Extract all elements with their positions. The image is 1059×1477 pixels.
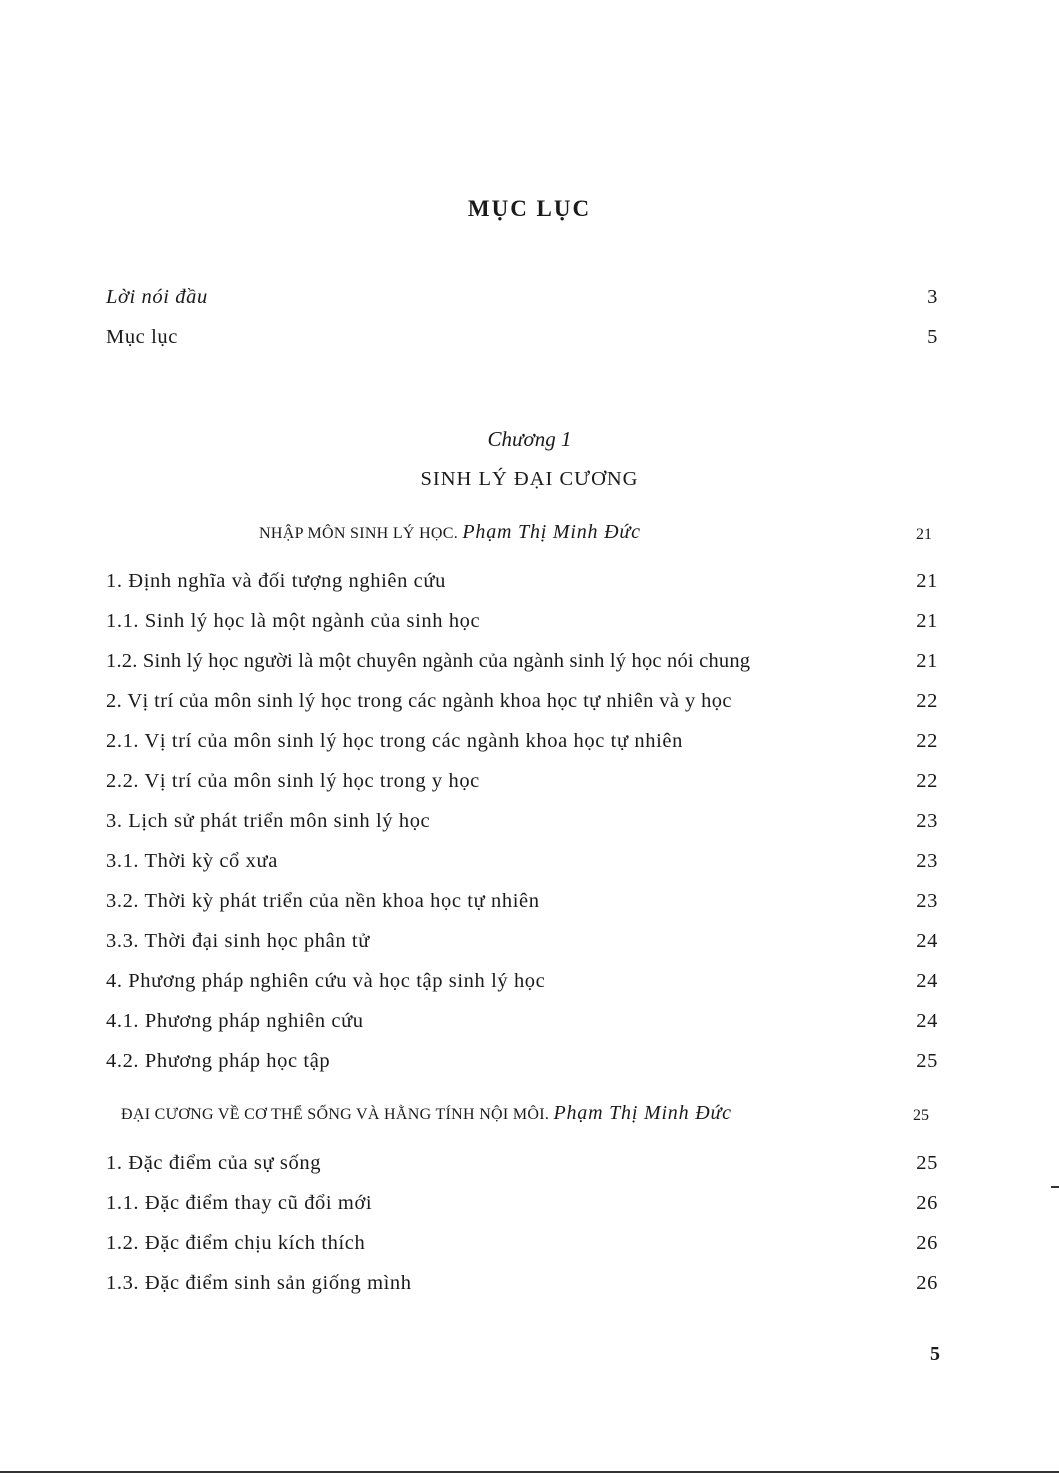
toc-entry[interactable] (106, 570, 938, 600)
toc-entry-page: 26 (916, 1272, 938, 1294)
section-title: NHẬP MÔN SINH LÝ HỌC. (259, 525, 459, 542)
toc-entry-contents[interactable] (106, 326, 938, 356)
toc-entry[interactable] (106, 690, 938, 720)
toc-entry-label: 1.2. Sinh lý học người là một chuyên ngành của ngành sinh lý học nói chung (106, 650, 751, 672)
toc-entry-label: 3.3. Thời đại sinh học phân tử (106, 930, 370, 952)
toc-entry[interactable] (106, 810, 938, 840)
toc-entry-page: 23 (916, 810, 938, 832)
toc-entry[interactable] (106, 650, 938, 680)
toc-entry[interactable] (106, 1050, 938, 1080)
page-title: MỤC LỤC (467, 196, 592, 221)
toc-entry-page: 24 (916, 930, 938, 952)
toc-entry[interactable] (106, 1232, 938, 1262)
toc-entry-label: 1.1. Đặc điểm thay cũ đổi mới (106, 1192, 373, 1214)
toc-entry[interactable] (106, 1010, 938, 1040)
toc-entry-page: 21 (916, 610, 938, 632)
toc-entry-page: 21 (916, 570, 938, 592)
toc-entry-label: 2. Vị trí của môn sinh lý học trong các ngành khoa học tự nhiên và y học (106, 690, 732, 712)
toc-entry-page: 25 (916, 1152, 938, 1174)
toc-entry-label: 1.3. Đặc điểm sinh sản giống mình (106, 1272, 412, 1294)
toc-entry[interactable] (106, 970, 938, 1000)
toc-entry[interactable] (106, 890, 938, 920)
toc-entry-page: 22 (916, 690, 938, 712)
toc-entry[interactable] (106, 1192, 938, 1222)
toc-entry-page: 24 (916, 970, 938, 992)
toc-entry-page: 5 (927, 326, 938, 348)
toc-entry-label: 2.1. Vị trí của môn sinh lý học trong các ngành khoa học tự nhiên (106, 730, 683, 752)
toc-entry-page: 3 (927, 286, 938, 308)
toc-entry[interactable] (106, 1272, 938, 1302)
section-page: 25 (913, 1107, 929, 1124)
toc-entry[interactable] (106, 850, 938, 880)
toc-entry-label: 1. Đặc điểm của sự sống (106, 1152, 322, 1174)
toc-entry-label: 3. Lịch sử phát triển môn sinh lý học (106, 810, 431, 832)
toc-entry-preface[interactable] (106, 286, 938, 316)
toc-entry-label: Lời nói đầu (106, 286, 208, 308)
toc-entry-page: 23 (916, 890, 938, 912)
section-author: Phạm Thị Minh Đức (553, 1102, 732, 1124)
toc-entry-page: 22 (916, 730, 938, 752)
toc-entry[interactable] (106, 930, 938, 960)
toc-entry-page: 26 (916, 1192, 938, 1214)
toc-entry[interactable] (106, 610, 938, 640)
section-page: 21 (916, 526, 932, 543)
chapter-title: SINH LÝ ĐẠI CƯƠNG (420, 468, 639, 490)
section-title: ĐẠI CƯƠNG VỀ CƠ THỂ SỐNG VÀ HẰNG TÍNH NỘI MÔI. (121, 1106, 550, 1123)
toc-entry[interactable] (106, 770, 938, 800)
section-author: Phạm Thị Minh Đức (462, 521, 641, 543)
toc-entry-page: 22 (916, 770, 938, 792)
toc-entry-label: 2.2. Vị trí của môn sinh lý học trong y học (106, 770, 480, 792)
toc-entry[interactable] (106, 730, 938, 760)
toc-entry-page: 24 (916, 1010, 938, 1032)
toc-entry-label: 4. Phương pháp nghiên cứu và học tập sinh lý học (106, 970, 546, 992)
scan-edge-mark (1051, 1186, 1059, 1188)
scan-bottom-rule (0, 1471, 1059, 1473)
toc-entry-page: 26 (916, 1232, 938, 1254)
toc-entry-page: 25 (916, 1050, 938, 1072)
chapter-label: Chương 1 (487, 427, 572, 451)
toc-entry-page: 21 (916, 650, 938, 672)
section-heading-2[interactable] (121, 1102, 732, 1130)
toc-entry-page: 23 (916, 850, 938, 872)
toc-entry-label: 3.1. Thời kỳ cổ xưa (106, 850, 278, 872)
toc-entry-label: 4.2. Phương pháp học tập (106, 1050, 331, 1072)
page-number: 5 (930, 1343, 940, 1365)
toc-entry-label: Mục lục (106, 326, 178, 348)
toc-entry-label: 1. Định nghĩa và đối tượng nghiên cứu (106, 570, 446, 592)
toc-entry-label: 3.2. Thời kỳ phát triển của nền khoa học tự nhiên (106, 890, 540, 912)
toc-entry-label: 1.2. Đặc điểm chịu kích thích (106, 1232, 366, 1254)
toc-entry-label: 4.1. Phương pháp nghiên cứu (106, 1010, 364, 1032)
toc-entry-label: 1.1. Sinh lý học là một ngành của sinh học (106, 610, 481, 632)
section-heading-1[interactable] (259, 521, 641, 549)
toc-entry[interactable] (106, 1152, 938, 1182)
